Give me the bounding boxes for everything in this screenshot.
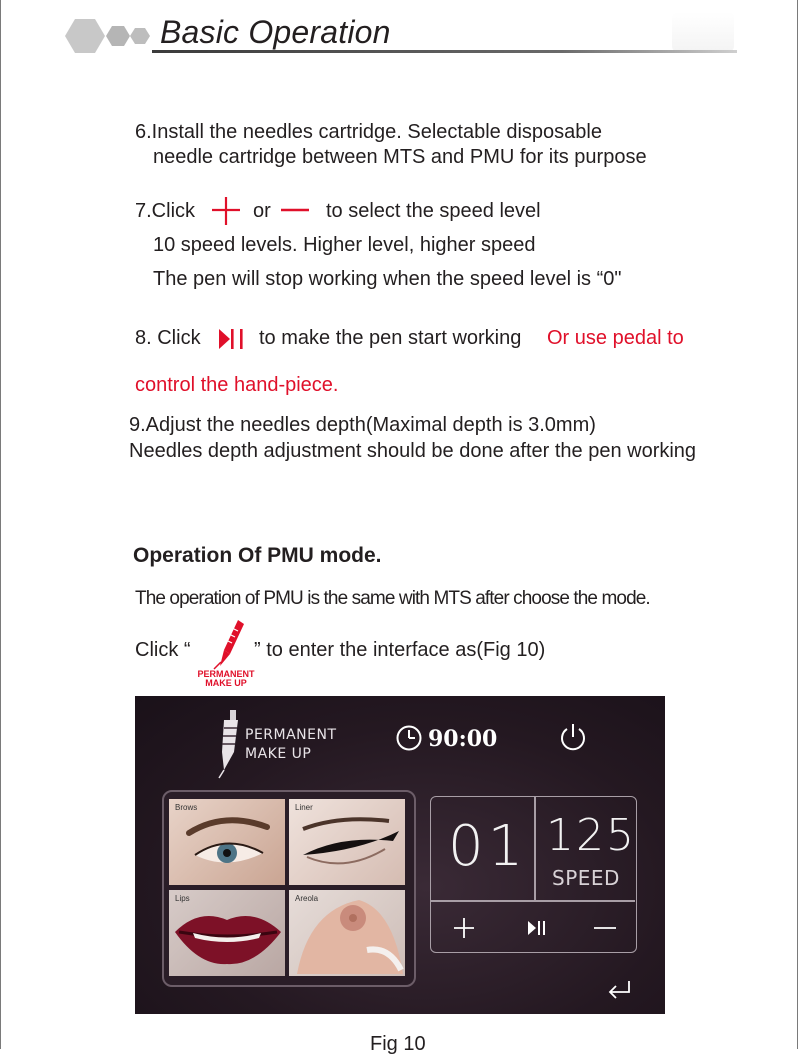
- clock-icon: [395, 724, 423, 752]
- device-plus-icon[interactable]: [452, 916, 476, 940]
- step-9-line-2: Needles depth adjustment should be done after the pen working: [129, 440, 697, 462]
- page-edge-left: [0, 0, 1, 1049]
- step-6-line-2: needle cartridge between MTS and PMU for its purpose: [153, 146, 647, 168]
- device-play-pause-icon[interactable]: [526, 919, 548, 937]
- figure-caption: Fig 10: [370, 1033, 426, 1055]
- pen-logo-icon: [210, 708, 242, 780]
- power-icon[interactable]: [558, 721, 588, 753]
- mode-cell-liner[interactable]: [289, 799, 405, 885]
- header-rule: [152, 50, 737, 53]
- mode-label-liner: Liner: [295, 803, 313, 812]
- minus-icon: [280, 206, 310, 214]
- device-title-1: PERMANENT: [245, 727, 337, 743]
- mode-cell-areola[interactable]: [289, 890, 405, 976]
- return-icon[interactable]: [605, 978, 633, 1002]
- pmu-click-prefix: Click “: [135, 639, 191, 661]
- step-6-line-1: 6.Install the needles cartridge. Selectable disposable: [135, 121, 602, 143]
- pmu-icon-label-2: MAKE UP: [205, 678, 247, 688]
- step-7-line-3: The pen will stop working when the speed level is “0": [153, 268, 622, 290]
- step-8-prefix: 8. Click: [135, 327, 201, 349]
- speed-level-display: 01: [448, 814, 528, 879]
- page-edge-right: [797, 0, 798, 1049]
- pmu-icon-label-1: PERMANENT: [197, 669, 255, 679]
- speed-label: SPEED: [552, 866, 620, 890]
- step-8-text: to make the pen start working: [259, 327, 522, 349]
- mode-cell-lips[interactable]: [169, 890, 285, 976]
- device-minus-icon[interactable]: [592, 918, 618, 938]
- pmu-description: The operation of PMU is the same with MTS after choose the mode.: [135, 588, 650, 609]
- pmu-heading: Operation Of PMU mode.: [133, 544, 382, 567]
- timer-display: 90:00: [428, 726, 498, 752]
- step-7-prefix: 7.Click: [135, 200, 196, 222]
- speed-value-display: 125: [546, 810, 636, 861]
- step-7-or: or: [253, 200, 271, 222]
- step-8-red-text-1: Or use pedal to: [547, 327, 684, 349]
- mode-label-brows: Brows: [175, 803, 198, 812]
- control-divider-vertical: [534, 797, 536, 901]
- permanent-makeup-pen-icon: [208, 618, 248, 670]
- step-9-line-1: 9.Adjust the needles depth(Maximal depth is 3.0mm): [129, 414, 596, 436]
- device-title-2: MAKE UP: [245, 746, 312, 762]
- mode-cell-brows[interactable]: [169, 799, 285, 885]
- hexagon-decoration-icon: [62, 16, 158, 56]
- header-fade-decoration: [672, 12, 734, 52]
- play-pause-icon: [217, 326, 245, 352]
- plus-icon: [211, 196, 241, 226]
- pmu-click-suffix: ” to enter the interface as(Fig 10): [254, 639, 546, 661]
- step-7-suffix: to select the speed level: [326, 200, 541, 222]
- page-title: Basic Operation: [160, 14, 391, 50]
- mode-label-lips: Lips: [175, 894, 190, 903]
- step-8-red-text-2: control the hand-piece.: [135, 374, 339, 396]
- control-divider-horizontal: [431, 900, 635, 902]
- step-7-line-2: 10 speed levels. Higher level, higher speed: [153, 234, 536, 256]
- mode-label-areola: Areola: [295, 894, 319, 903]
